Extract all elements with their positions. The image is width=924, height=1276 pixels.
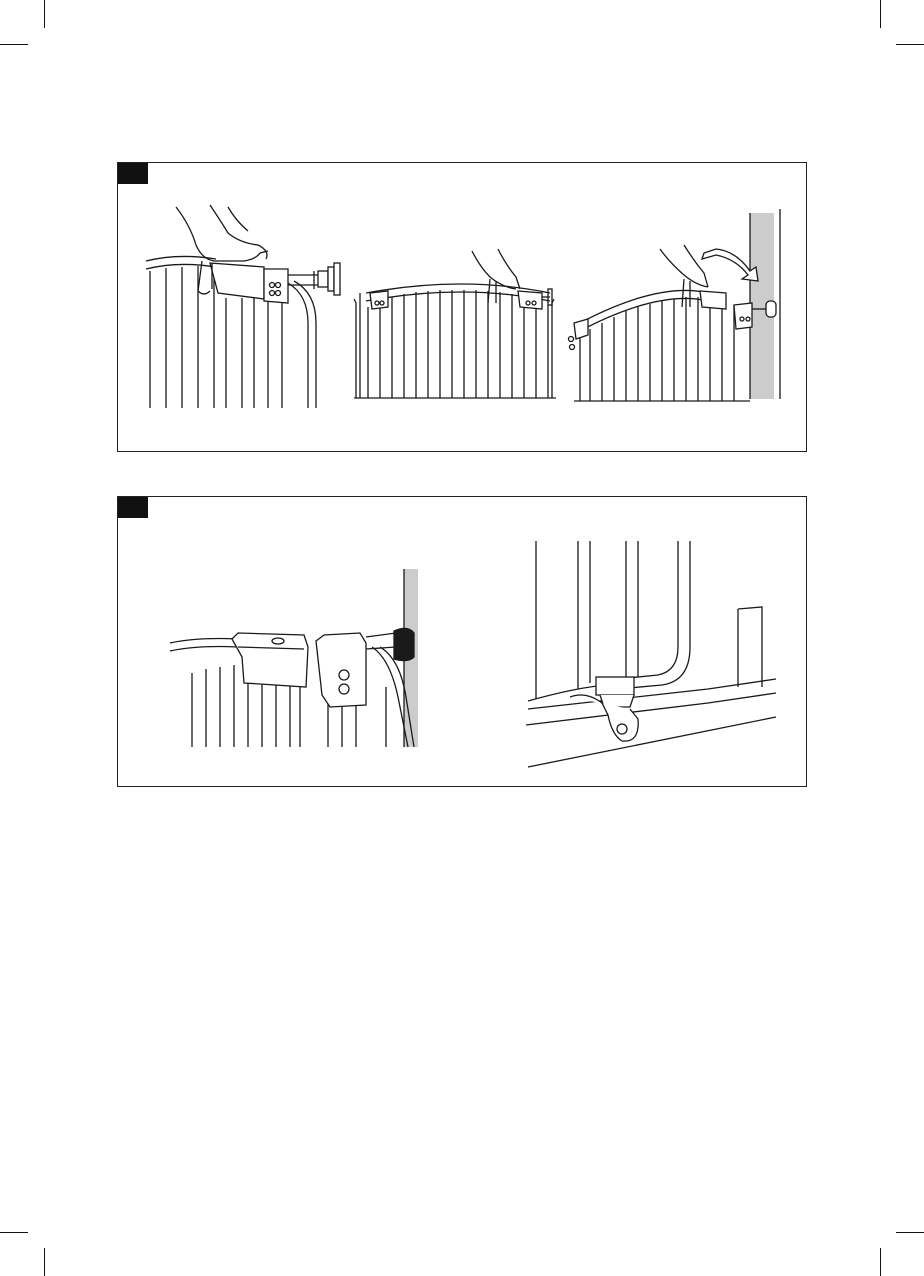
crop-mark-top-left-horizontal	[0, 44, 28, 45]
hand-on-extension-bar-icon	[146, 205, 340, 408]
gate-pushed-against-wall-icon	[569, 209, 781, 401]
instruction-panel-top	[117, 162, 807, 452]
crop-mark-bottom-left-vertical	[44, 1248, 45, 1276]
crop-mark-top-left-vertical	[44, 0, 45, 28]
panel-bottom-illustrations	[118, 497, 808, 788]
gate-top-rail-with-extensions-icon	[354, 249, 556, 398]
crop-mark-top-right-horizontal	[896, 44, 924, 45]
crop-mark-bottom-right-vertical	[880, 1248, 881, 1276]
crop-mark-bottom-right-horizontal	[896, 1232, 924, 1233]
panel-top-illustrations	[118, 163, 808, 453]
crop-mark-bottom-left-horizontal	[0, 1232, 28, 1233]
crop-mark-top-right-vertical	[880, 0, 881, 28]
top-clamp-at-wall-icon	[170, 569, 418, 747]
instruction-panel-bottom	[117, 496, 807, 787]
bottom-foot-bracket-icon	[526, 541, 776, 767]
